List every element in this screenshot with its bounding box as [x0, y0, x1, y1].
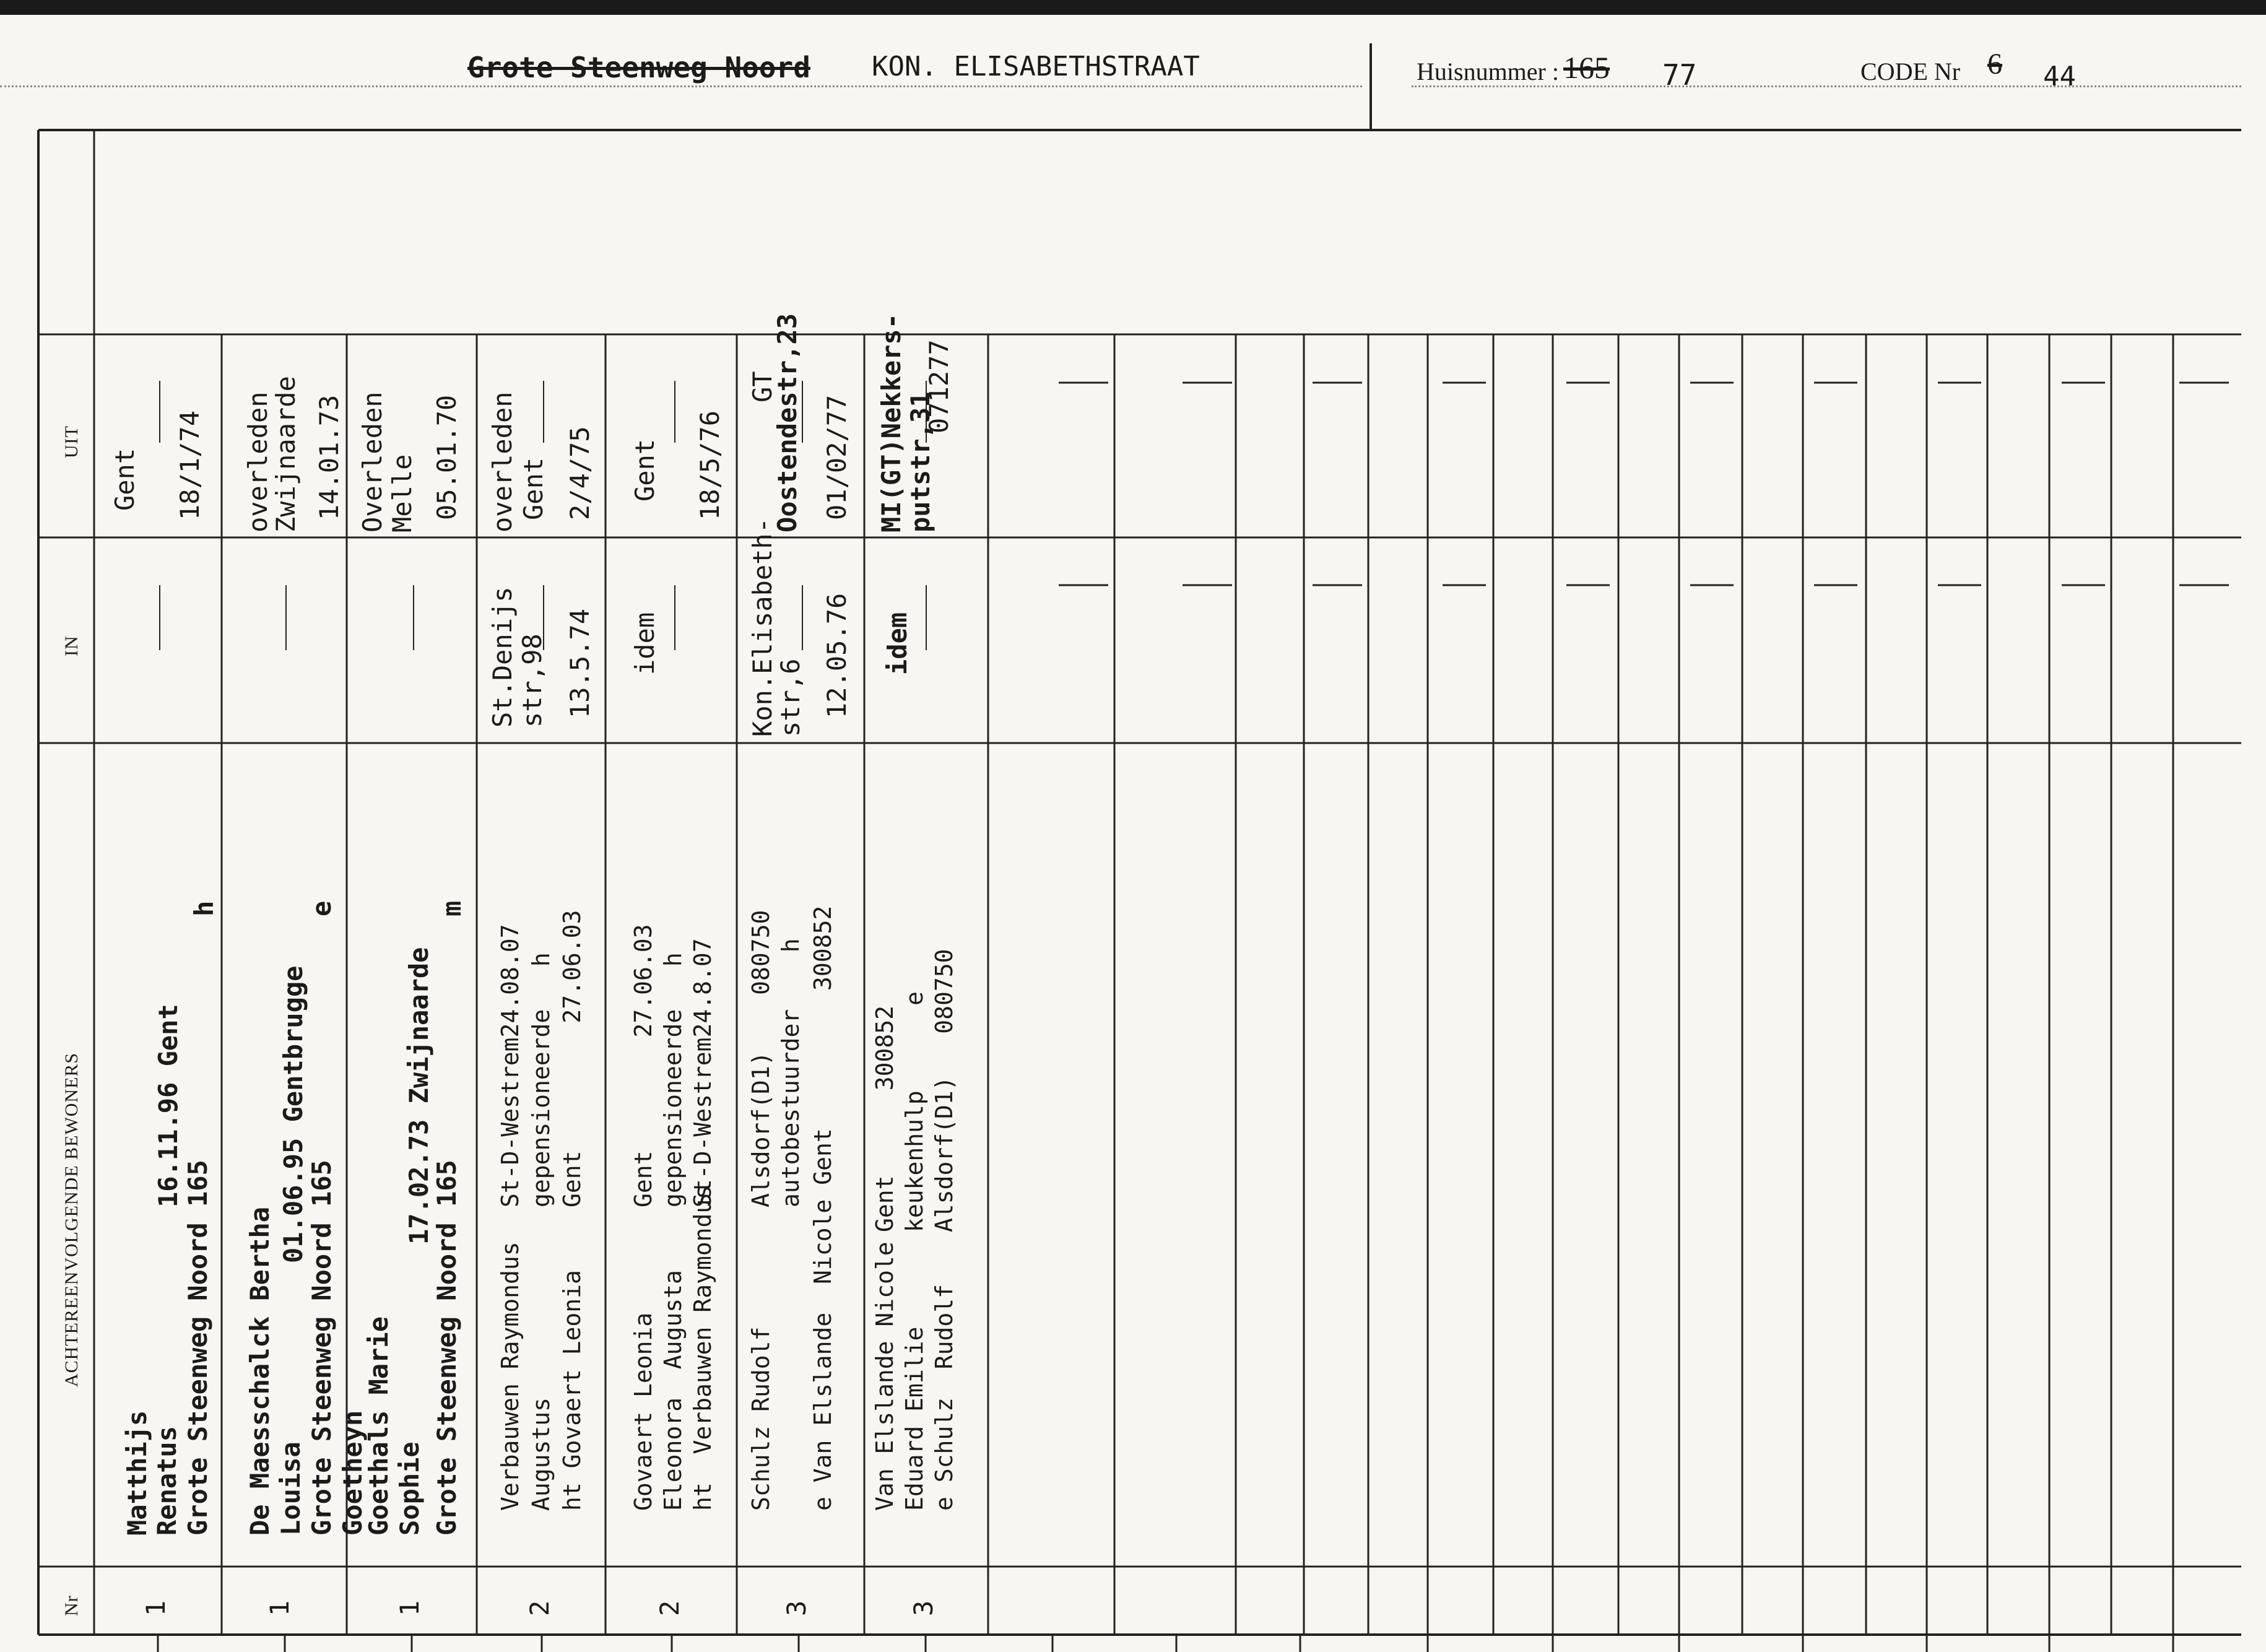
entry-3-details-sex: m	[436, 900, 467, 916]
entry-3-bewoner-firstname: Sophie	[394, 1441, 425, 1536]
entry-7-bewoner-name: Van Elslande Nicole	[871, 1241, 898, 1511]
entry-5-in-place: idem	[630, 612, 660, 675]
entry-7-bewoner-spouse: e Schulz Rudolf	[931, 1284, 958, 1511]
entry-1-nr: 1	[141, 1600, 171, 1616]
entry-3-bewoner-address: Grote Steenweg Noord 165	[432, 1160, 462, 1536]
code-old: 6	[1987, 48, 2002, 80]
entry-1-details-sex: h	[189, 900, 219, 916]
entry-6-details-spouse-birth: 300852	[809, 905, 836, 991]
entry-2-bewoner-firstname: Louisa	[276, 1441, 306, 1536]
entry-6-uit-date: 01/02/77	[822, 394, 852, 520]
entry-3-uit-date: 05.01.70	[432, 394, 462, 520]
entry-4-details-spouse-birth: Gent 27.06.03	[558, 910, 586, 1207]
entry-5-uit-place: Gent	[630, 438, 660, 502]
entry-7-uit-street: putstr,31	[905, 391, 935, 533]
entry-7-uit-date: 071277	[924, 339, 954, 433]
entry-1-uit-date: 18/1/74	[175, 410, 205, 520]
entry-7-details-spouse-birth: Alsdorf(D1) 080750	[931, 949, 958, 1232]
entry-1-bewoner-address: Grote Steenweg Noord 165	[183, 1160, 213, 1536]
street-name-new: KON. ELISABETHSTRAAT	[872, 51, 1200, 82]
entry-3-bewoner-name-correction: Goetheyn	[337, 1410, 368, 1536]
column-header-in: IN	[61, 635, 82, 656]
entry-3-uit-status: Overleden	[357, 391, 388, 533]
entry-2-details-sex: e	[306, 900, 337, 916]
entry-4-details-birth: St-D-Westrem24.08.07	[497, 924, 524, 1207]
entry-3-bewoner-name: Goethals Marie	[363, 1316, 394, 1536]
entry-6-uit-place: GT	[747, 371, 778, 402]
entry-2-uit-place: Zwijnaarde	[271, 376, 301, 533]
column-header-nr: Nr	[61, 1595, 82, 1616]
entry-3-nr: 1	[394, 1600, 425, 1616]
entry-5-bewoner-name: Govaert Leonia	[630, 1312, 657, 1511]
entry-6-nr: 3	[781, 1600, 812, 1616]
entry-1-uit-place: Gent	[110, 448, 140, 511]
entry-2-uit-status: overleden	[243, 391, 273, 533]
entry-5-details-spouse-birth: St-D-Westrem24.8.07	[689, 938, 716, 1207]
entry-2-bewoner-address: Grote Steenweg Noord 165	[306, 1160, 337, 1536]
entry-6-bewoner-spouse: e Van Elslande Nicole Gent	[809, 1128, 836, 1511]
entry-7-details-profession: keukenhulp e	[901, 991, 928, 1232]
entry-7-uit-place: MI(GT)Nekkers-	[876, 313, 906, 533]
code-label: CODE Nr	[1860, 58, 1961, 85]
entry-4-uit-status: overleden	[487, 391, 518, 533]
entry-3-details-birth: 17.02.73 Zwijnaarde	[404, 947, 434, 1245]
entry-6-in-date: 12.05.76	[822, 593, 852, 718]
entry-5-bewoner-firstname: Eleonora Augusta	[659, 1270, 687, 1511]
huisnummer-label: Huisnummer :	[1417, 58, 1559, 85]
entry-6-details-profession: autobestuurder h	[777, 938, 804, 1207]
entry-1-bewoner-firstname: Renatus	[152, 1425, 182, 1536]
entry-2-nr: 1	[264, 1600, 295, 1616]
entry-7-nr: 3	[908, 1600, 939, 1616]
entry-4-in-street: str,98	[517, 633, 547, 728]
entry-7-bewoner-firstname: Eduard Emilie	[901, 1326, 928, 1511]
entry-2-details-birth: 01.06.95 Gentbrugge	[278, 965, 308, 1263]
entry-2-uit-date: 14.01.73	[314, 394, 344, 520]
entry-4-nr: 2	[524, 1600, 555, 1616]
entry-4-in-place: St.Denijs	[487, 586, 518, 728]
entry-5-uit-date: 18/5/76	[695, 410, 725, 520]
entry-4-uit-place: Gent	[518, 457, 549, 520]
entry-4-uit-date: 2/4/75	[565, 426, 595, 520]
column-header-bewoners: ACHTEREENVOLGENDE BEWONERS	[61, 1052, 82, 1387]
entry-4-bewoner-spouse: ht Govaert Leonia	[558, 1270, 586, 1511]
huisnummer-new: 77	[1662, 58, 1697, 92]
entry-1-details-birth: 16.11.96 Gent	[153, 1004, 183, 1207]
entry-6-in-street: str,6	[775, 658, 805, 737]
huisnummer-old: 165	[1563, 50, 1610, 85]
entry-5-details-birth: Gent 27.06.03	[630, 924, 657, 1207]
entry-5-details-profession: gepensioneerde h	[659, 952, 687, 1207]
entry-4-bewoner-firstname: Augustus	[527, 1397, 555, 1511]
street-name-old: Grote Steenweg Noord	[467, 51, 810, 84]
entry-6-in-place: Kon.Elisabeth-	[747, 517, 778, 737]
entry-7-details-birth: Gent 300852	[871, 1005, 898, 1232]
entry-4-bewoner-name: Verbauwen Raymondus	[497, 1241, 524, 1511]
column-header-uit: UIT	[61, 425, 82, 458]
entry-5-bewoner-spouse: ht Verbauwen Raymondus	[689, 1185, 716, 1511]
entry-4-in-date: 13.5.74	[565, 608, 595, 718]
entry-4-details-profession: gepensioneerde h	[527, 952, 555, 1207]
code-new: 44	[2043, 61, 2076, 92]
entry-6-uit-street: Oostendestr,23	[772, 313, 802, 533]
entry-5-nr: 2	[654, 1600, 685, 1616]
entry-2-bewoner-name: De Maesschalck Bertha	[245, 1206, 275, 1536]
entry-7-in-place: idem	[882, 612, 913, 675]
entry-1-bewoner-name: Matthijs	[122, 1410, 152, 1536]
entry-3-uit-place: Melle	[387, 454, 417, 533]
entry-6-details-birth: Alsdorf(D1) 080750	[747, 910, 775, 1207]
entry-6-bewoner-name: Schulz Rudolf	[747, 1326, 775, 1511]
